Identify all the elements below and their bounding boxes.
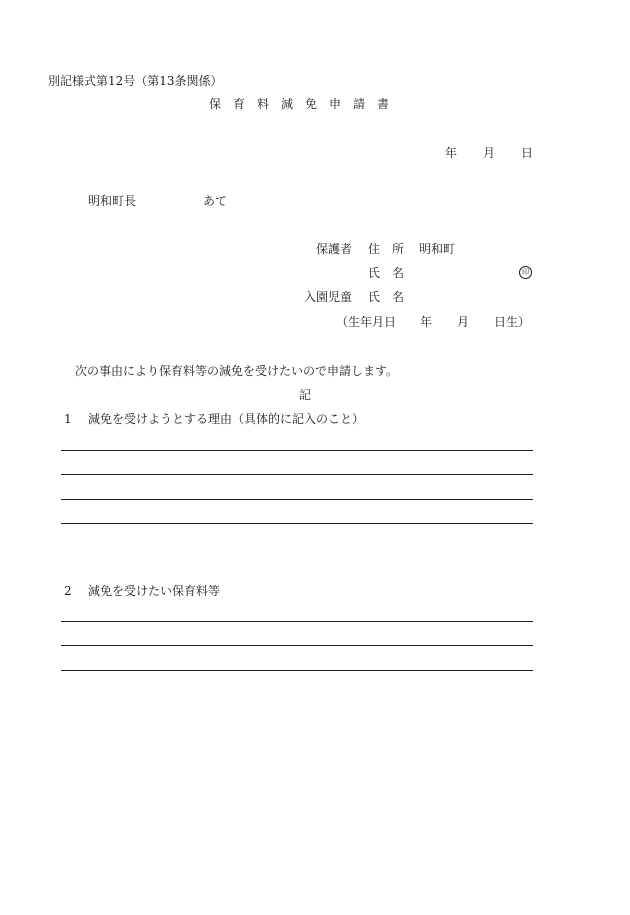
date-day-label: 日 — [521, 146, 534, 160]
date-year-label: 年 — [445, 146, 458, 160]
child-name-label: 氏 名 — [368, 290, 405, 304]
child-label: 入園児童 — [304, 290, 353, 304]
seal-mark-icon: 印 — [519, 266, 532, 279]
writing-line — [61, 474, 533, 475]
form-number: 別記様式第12号（第13条関係） — [48, 74, 223, 88]
birth-date-close: 日生） — [494, 315, 531, 329]
guardian-name-label: 氏 名 — [368, 266, 405, 280]
item-label: 減免を受けようとする理由（具体的に記入のこと） — [88, 412, 365, 426]
date-month-label: 月 — [483, 146, 496, 160]
item-number: 1 — [64, 412, 72, 426]
writing-line — [61, 523, 533, 524]
addressee-suffix: あて — [203, 194, 228, 208]
writing-line — [61, 645, 533, 646]
address-value: 明和町 — [419, 242, 456, 256]
writing-line — [61, 499, 533, 500]
request-statement: 次の事由により保育料等の減免を受けたいので申請します。 — [75, 364, 399, 378]
addressee-name: 明和町長 — [88, 194, 137, 208]
writing-line — [61, 450, 533, 451]
item-label: 減免を受けたい保育料等 — [88, 584, 221, 598]
birth-month-label: 月 — [457, 315, 470, 329]
document-title: 保 育 料 減 免 申 請 書 — [209, 97, 390, 111]
ki-heading: 記 — [299, 388, 312, 402]
item-number: 2 — [64, 584, 72, 598]
writing-line — [61, 621, 533, 622]
birth-year-label: 年 — [420, 315, 433, 329]
address-label: 住 所 — [368, 242, 405, 256]
birth-date-open: （生年月日 — [336, 315, 397, 329]
writing-line — [61, 670, 533, 671]
guardian-label: 保護者 — [316, 242, 353, 256]
